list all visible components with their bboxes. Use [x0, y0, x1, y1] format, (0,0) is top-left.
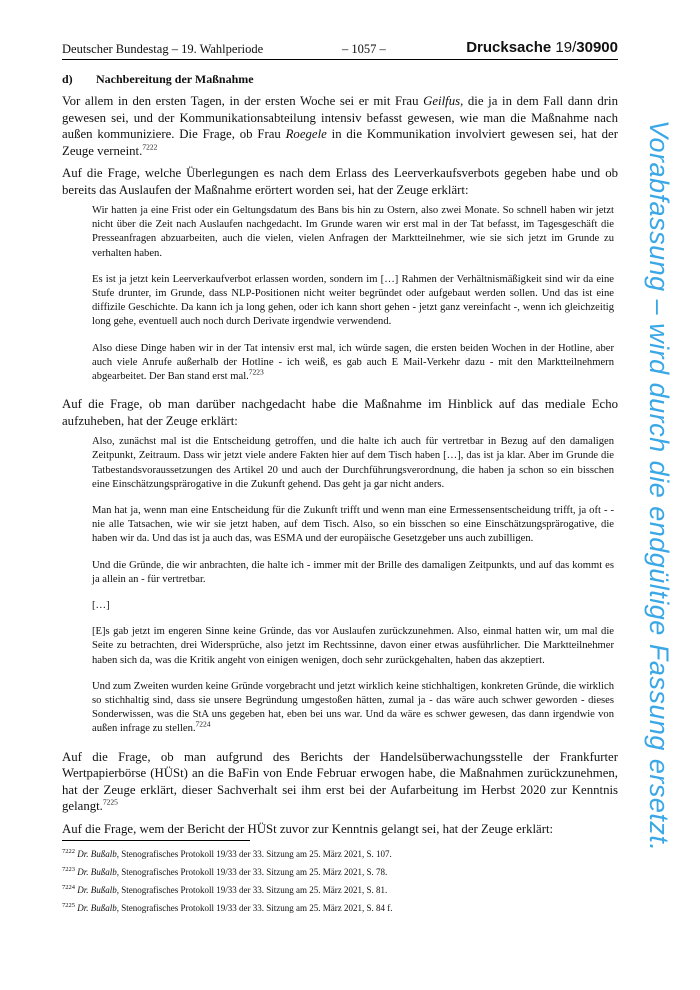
footnote-text: Stenografisches Protokoll 19/33 der 33. Sitzung am 25. März 2021, S. 107.: [119, 849, 392, 859]
doc-label: Drucksache: [466, 39, 552, 56]
quote-paragraph: Wir hatten ja eine Frist oder ein Geltungsdatum des Bans bis hin zu Ostern, also zwei Monate. So schnell haben wir jetzt nicht über die Zeit nach Auslaufen nachgedacht. Im Grunde waren wir erst mal in der Tat befasst, im Tagesgeschäft die Presseanfragen abzuarbeiten, auch die vielen, vielen Anfragen der Marktteilnehmer, wie sie sich jetzt im Grunde zu verhalten haben.: [92, 205, 614, 259]
footnote: [62, 902, 618, 915]
quote-paragraph: [E]s gab jetzt im engeren Sinne keine Gründe, das vor Auslaufen zurückzunehmen. Also, einmal hatten wir, um mal die Seite zu betrachten, drei Widersprüche, also jetzt im Rechtssinne, davon einer etwas ausführlicher. Die Marktteilnehmer haben sich da, was die Kritik angeht von einigen wenigen, doch sehr zurückgehalten, haben das akzeptiert.: [92, 626, 614, 666]
doc-num-main: 30900: [576, 39, 618, 56]
footnote: [62, 848, 618, 861]
quote-paragraph: Es ist ja jetzt kein Leerverkaufverbot erlassen worden, sondern im […] Rahmen der Verhältnismäßigkeit sind wir da eine Stufe drunter, im Grunde, dass NLP-Positionen nicht weiter begründet oder aufgebaut werden sollen. Und das ist eine diffizile Geschichte. Da kann ich ja long gehen, oder ich kann short gehen - jetzt ganz vereinfacht -, wenn ich gleichzeitig long gehe, eventuell auch noch durch Derivate irgendwie verwendend.: [92, 273, 614, 328]
person-name: Roegele: [285, 127, 327, 141]
draft-watermark: [628, 120, 688, 860]
footnote-number: 7223: [62, 866, 75, 873]
footnote-author: Dr. Bußalb,: [77, 867, 120, 877]
text-run: in die Kommunikation involviert gewesen sei, hat der Zeuge verneint.: [62, 127, 618, 158]
footnote-author: Dr. Bußalb,: [77, 885, 120, 895]
page-number: – 1057 –: [342, 42, 386, 56]
paragraph-5: Auf die Frage, wem der Bericht der HÜSt zuvor zur Kenntnis gelangt sei, hat der Zeuge erklärt:: [62, 821, 554, 836]
text-run: Auf die Frage, ob man aufgrund des Berichts der Handelsüberwachungsstelle der Frankfurter Wertpapierbörse (HÜSt) an die BaFin von Ende Februar erwogen habe, die Maßnahmen zurückzunehmen, hat der Zeuge erklärt, dieser Sachverhalt sei ihm erst bei der Aufarbeitung im Herbst 2020 zur Kenntnis gelangt.: [62, 749, 618, 814]
paragraph-1: [62, 93, 618, 159]
block-quote-1: [62, 204, 618, 384]
quote-paragraph: Man hat ja, wenn man eine Entscheidung für die Zukunft trifft und wenn man eine Ermessensentscheidung trifft, ja oft - - nie alle Tatsachen, wie wir sie jetzt haben, auf dem Tisch. Also, so ein bisschen so eine Einschätzungsprärogative, die haben wir da. Und das ist ja auch das, was ESMA und der europäische Gesetzgeber uns auch zubilligen.: [92, 505, 614, 545]
footnote-number: 7222: [62, 848, 75, 855]
footnote-ref[interactable]: 7223: [248, 367, 264, 377]
page-header: [62, 40, 618, 60]
footnote-ref[interactable]: 7222: [142, 142, 158, 152]
person-name: Geilfus: [423, 94, 461, 108]
quote-paragraph: Also, zunächst mal ist die Entscheidung getroffen, und die halte ich auch für vertretbar in Bezug auf den damaligen Zeitpunkt, Zeitraum. Dass wir jetzt viele andere Fakten hier auf dem Tisch haben […], das ist ja klar. Aber im Grunde die Tatbestandsvoraussetzungen des Artikel 20 und auch der Durchführungsverordnung, die haben ja schon so ein bisschen eine Einschätzungsprärogative in die Zukunft gehend. Das geht ja gar nicht anders.: [92, 436, 614, 490]
footnote-author: Dr. Bußalb,: [77, 903, 120, 913]
footnote: [62, 884, 618, 897]
footnote-ref[interactable]: 7224: [195, 719, 211, 729]
text-run: Also diese Dinge haben wir in der Tat intensiv erst mal, ich würde sagen, die ersten beiden Wochen in der Hotline, aber auch viele Anrufe außerhalb der Hotline - ich weiß, es gab auch E Mail-Verkehr dazu - mit den Marktteilnehmern abgearbeitet. Der Ban stand erst mal.: [92, 342, 614, 383]
section-title: Nachbereitung der Maßnahme: [96, 72, 254, 86]
footnote-ref[interactable]: 7225: [102, 797, 118, 807]
text-run: Vor allem in den ersten Tagen, in der ersten Woche sei er mit Frau: [62, 94, 424, 108]
footnote-text: Stenografisches Protokoll 19/33 der 33. Sitzung am 25. März 2021, S. 81.: [119, 885, 388, 895]
quote-paragraph: Und die Gründe, die wir anbrachten, die halte ich - immer mit der Brille des damaligen Zeitpunkts, und auf das kommt es ja allein an - für vertretbar.: [92, 559, 614, 585]
footnote-author: Dr. Bußalb,: [77, 849, 120, 859]
section-heading: [62, 72, 618, 87]
text-run: , die ja in dem Fall dann drin gewesen sei, und der Kommunikationsabteilung intensiv befasst gewesen, wie man die Maßnahme nach außen kommuniziere. Die Frage, ob Frau: [62, 94, 618, 141]
section-number: d): [62, 72, 73, 86]
footnote-number: 7224: [62, 884, 75, 891]
paragraph-3: Auf die Frage, ob man darüber nachgedacht habe die Maßnahme im Hinblick auf das mediale Echo aufzuheben, hat der Zeuge erklärt:: [62, 397, 618, 428]
footnote-number: 7225: [62, 902, 75, 909]
quote-paragraph: […]: [92, 600, 110, 612]
footnote-text: Stenografisches Protokoll 19/33 der 33. Sitzung am 25. März 2021, S. 84 f.: [119, 903, 393, 913]
block-quote-2: [62, 435, 618, 736]
header-publication: Deutscher Bundestag – 19. Wahlperiode: [62, 42, 264, 56]
footnotes: [62, 848, 618, 920]
footnote: [62, 866, 618, 879]
text-run: Und zum Zweiten wurden keine Gründe vorgebracht und jetzt wirklich keine stichhaltigen, konkreten Gründe, die wirklich so stichhaltig sind, dass sie unsere Begründung umgestoßen hätten, zumal ja - das wäre auch schwer geworden - dieses Sonderwissen, was die StA uns gegeben hat, eben bei uns war. Und da wäre es schwer gewesen, das dann irgendwie von außen infrage zu stellen.: [92, 680, 614, 735]
quote-paragraph: [92, 342, 614, 385]
paragraph-4: [62, 749, 618, 815]
watermark-text: Vorabfassung – wird durch die endgültige Fassung ersetzt.: [644, 120, 674, 852]
footnote-text: Stenografisches Protokoll 19/33 der 33. Sitzung am 25. März 2021, S. 78.: [119, 867, 388, 877]
paragraph-2: Auf die Frage, welche Überlegungen es nach dem Erlass des Leerverkaufsverbots gegeben habe und ob bereits das Auslaufen der Maßnahme erörtert worden sei, hat der Zeuge erklärt:: [62, 166, 618, 197]
doc-num-prefix: 19/: [555, 39, 577, 56]
document-number: [466, 39, 618, 56]
footnote-divider: [62, 840, 250, 841]
main-content: [62, 72, 618, 843]
quote-paragraph: [92, 680, 614, 737]
